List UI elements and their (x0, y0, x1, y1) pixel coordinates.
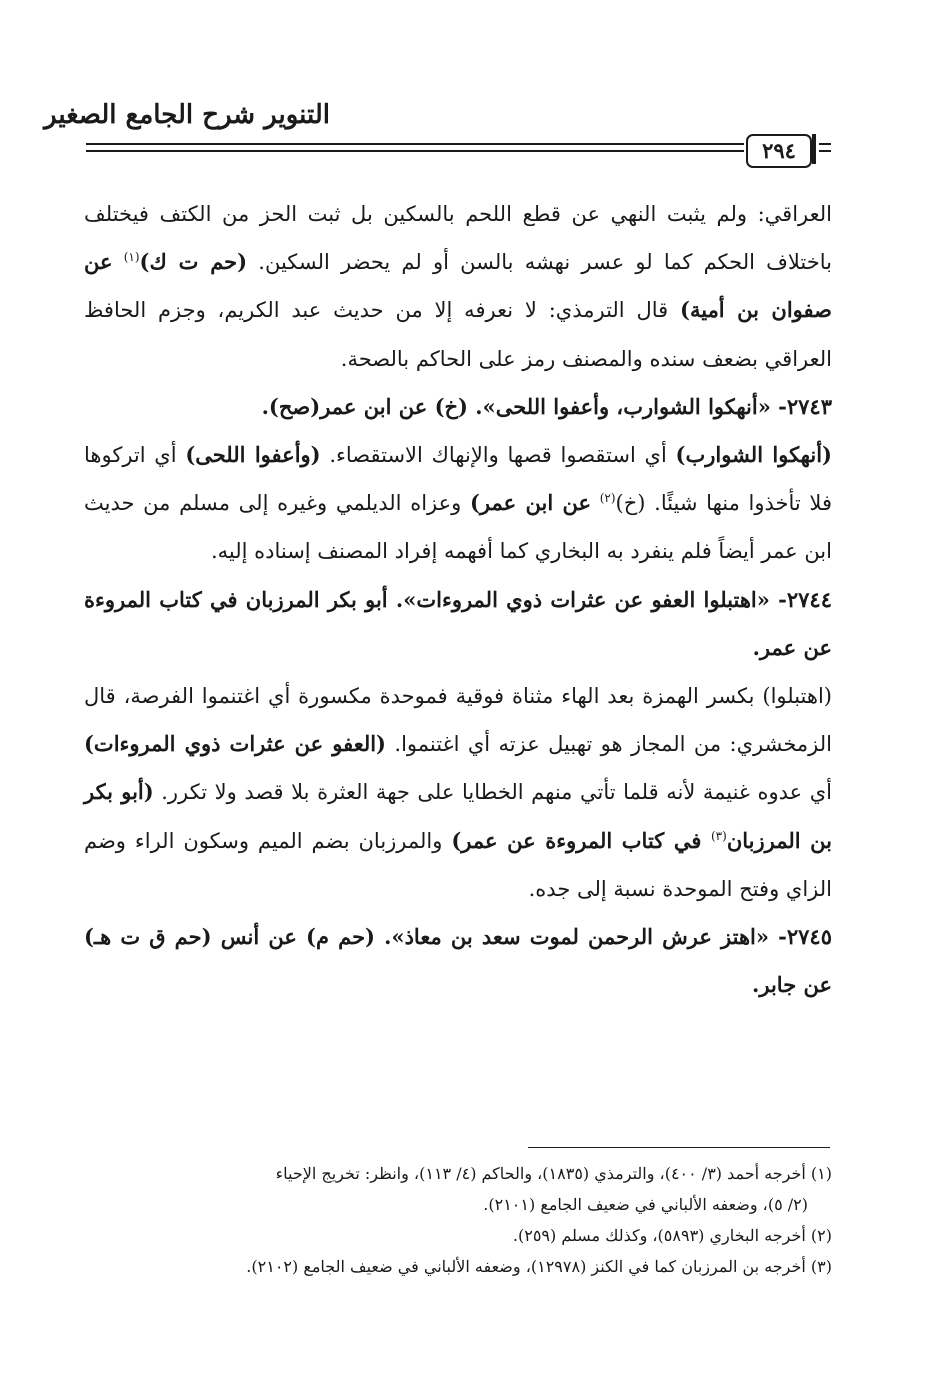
text-run: (اهتبلوا) بكسر الهمزة بعد الهاء مثناة فوقية فموحدة مكسورة أي اغتنموا الفرصة، قال الزمخشري: من المجاز هو تهبيل عزته أي اغتنموا. (84, 684, 832, 757)
bold-run: عن صفوان بن أمية) (84, 249, 832, 323)
text-run (113, 250, 124, 274)
text-run: أي اتركوها فلا تأخذوا منها شيئًا. (خ) (84, 443, 832, 516)
text-run: أي استقصوا قصها والإنهاك الاستقصاء. (320, 443, 676, 468)
footnote-ref: (٣) (710, 828, 727, 843)
header-rule-top (86, 143, 744, 145)
page-number: ٢٩٤ (746, 134, 812, 168)
footnote: (٢) أخرجه البخاري (٥٨٩٣)، وكذلك مسلم (٢٥٩). (512, 1226, 832, 1245)
footnote: (٣) أخرجه بن المرزبان كما في الكنز (١٢٩٧٨)، وضعفه الألباني في ضعيف الجامع (٢١٠٢). (246, 1257, 832, 1276)
footnote-separator (528, 1147, 830, 1148)
bold-run: عن ابن عمر) (469, 490, 591, 516)
book-title: التنوير شرح الجامع الصغير (44, 100, 330, 130)
header-rule-bottom (86, 150, 744, 152)
paragraph (84, 672, 832, 913)
footnote-continuation: (٢/ ٥)، وضعفه الألباني في ضعيف الجامع (٢١٠١). (483, 1195, 808, 1214)
footnote: (١) أخرجه أحمد (٣/ ٤٠٠)، والترمذي (١٨٣٥)، والحاكم (٤/ ١١٣)، وانظر: تخريج الإحياء (275, 1164, 832, 1183)
page-box-ornament (812, 134, 816, 164)
text-run (591, 491, 600, 515)
text-run: العراقي: ولم يثبت النهي عن قطع اللحم بالسكين بل ثبت الحز من الكتف فيختلف باختلاف الحكم كما لو عسر نهشه بالسن أو لم يحضر السكين. (84, 202, 832, 275)
bold-run: (حم ت ك) (139, 249, 248, 275)
header-tick-top (819, 143, 831, 145)
text-run: وعزاه الديلمي وغيره إلى مسلم من حديث ابن عمر أيضاً فلم ينفرد به البخاري كما أفهمه إفراد المصنف إسناده إليه. (84, 491, 832, 564)
text-run: قال الترمذي: لا نعرفه إلا من حديث عبد الكريم، وجزم الحافظ العراقي بضعف سنده والمصنف رمز على الحاكم بالصحة. (84, 298, 832, 371)
bold-run: (وأعفوا اللحى) (185, 442, 321, 468)
paragraph (84, 431, 832, 576)
bold-run: (أنهكوا الشوارب) (675, 442, 832, 468)
footnotes (84, 1158, 832, 1282)
bold-run: (العفو عن عثرات ذوي المروءات) (84, 731, 386, 757)
main-text (84, 190, 832, 1009)
footnote-ref: (١) (123, 250, 140, 265)
header-tick-bottom (819, 150, 831, 152)
footnote-ref: (٢) (599, 491, 616, 506)
hadith-heading: ٢٧٤٤- «اهتبلوا العفو عن عثرات ذوي المروءات». أبو بكر المرزبان في كتاب المروءة عن عمر. (84, 586, 832, 660)
bold-run: في كتاب المروءة عن عمر) (451, 827, 711, 853)
hadith-heading: ٢٧٤٣- «أنهكوا الشوارب، وأعفوا اللحى». (خ) عن ابن عمر(صح). (261, 393, 832, 419)
text-run: أي عدوه غنيمة لأنه قلما تأتي منهم الخطايا على جهة العثرة بلا قصد ولا تكرر. (153, 780, 832, 805)
hadith-heading: ٢٧٤٥- «اهتز عرش الرحمن لموت سعد بن معاذ». (حم م) عن أنس (حم ق ت هـ) عن جابر. (84, 924, 832, 998)
bold-run: (أبو بكر بن المرزبان (84, 779, 832, 853)
text-run: والمرزبان بضم الميم وسكون الراء وضم الزاي وفتح الموحدة نسبة إلى جده. (84, 828, 832, 901)
paragraph (84, 190, 832, 383)
